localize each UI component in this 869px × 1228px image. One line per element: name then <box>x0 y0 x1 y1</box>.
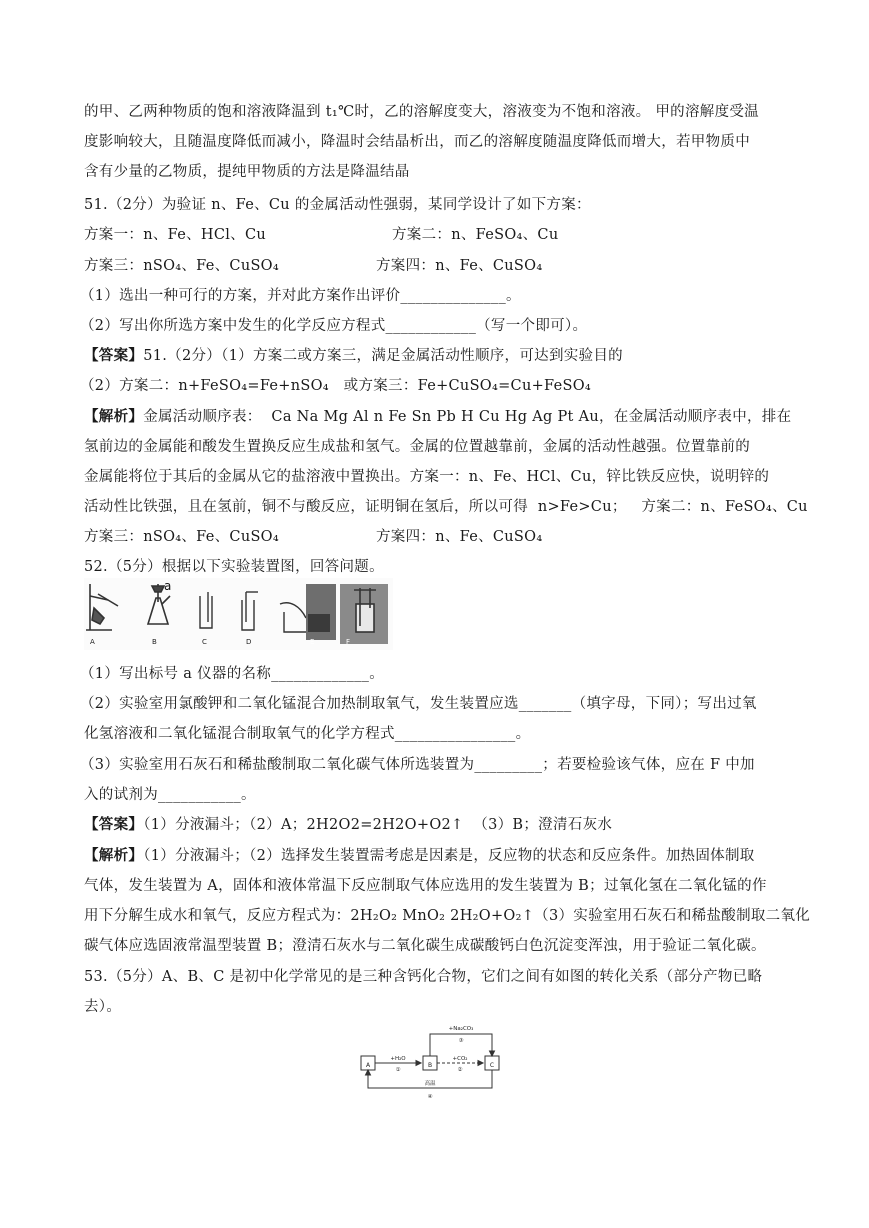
text-line: 度影响较大，且随温度降低而减小，降温时会结晶析出，而乙的溶解度随温度降低而增大，若甲物质中 <box>84 134 750 150</box>
plan-1: 方案一：n、Fe、HCl、Cu <box>84 227 266 243</box>
explanation-text: （1）分液漏斗；（2）选择发生装置需考虑是因素是，反应物的状态和反应条件。加热固体制取 <box>143 848 755 864</box>
text-line: 去）。 <box>84 999 122 1015</box>
text-line: 方案四：n、Fe、CuSO₄ <box>376 529 543 545</box>
apparatus-label: C <box>202 638 207 646</box>
text-line: 方案三：nSO₄、Fe、CuSO₄ <box>84 529 279 545</box>
node-c: C <box>489 1062 495 1069</box>
arrow1-num: ① <box>395 1067 401 1073</box>
arrow3-num: ③ <box>458 1038 464 1044</box>
text-line: 用下分解生成水和氧气，反应方程式为：2H₂O₂ MnO₂ 2H₂O+O₂↑（3）实验室用石灰石和稀盐酸制取二氧化 <box>84 908 811 924</box>
question-52: 52.（5分）根据以下实验装置图，回答问题。 <box>84 559 384 575</box>
answer-52 <box>84 815 612 835</box>
arrow1-label: +H₂O <box>390 1056 406 1062</box>
text-line: 碳气体应选固液常温型装置 B；澄清石灰水与二氧化碳生成碳酸钙白色沉淀变浑浊，用于验证二氧化碳。 <box>84 938 766 954</box>
arrow2-label: +CO₂ <box>452 1056 468 1062</box>
answer-tag: 【答案】 <box>84 347 144 364</box>
node-a: A <box>365 1062 371 1069</box>
explanation-52 <box>84 846 755 866</box>
node-b: B <box>427 1062 433 1069</box>
answer-51-line-2: （2）方案二：n+FeSO₄=Fe+nSO₄ 或方案三：Fe+CuSO₄=Cu+FeSO₄ <box>80 378 592 394</box>
answer-text: （1）分液漏斗；（2）A；2H2O2=2H2O+O2↑ （3）B；澄清石灰水 <box>143 817 613 833</box>
answer-51 <box>84 346 623 366</box>
text-line: 化氢溶液和二氧化锰混合制取氧气的化学方程式________________。 <box>84 726 531 742</box>
arrow4-label: 高温 <box>424 1081 436 1087</box>
text-line: 金属能将位于其后的金属从它的盐溶液中置换出。方案一：n、Fe、HCl、Cu，锌比铁反应快，说明锌的 <box>84 469 770 485</box>
arrow3-label: +Na₂CO₃ <box>448 1026 474 1032</box>
question-52-part-3: （3）实验室用石灰石和稀盐酸制取二氧化碳气体所选装置为_________；若要检验该气体，应在 F 中加 <box>80 757 755 773</box>
plan-4: 方案四：n、Fe、CuSO₄ <box>376 258 543 274</box>
explanation-tag: 【解析】 <box>84 408 144 425</box>
text-line: 气体，发生装置为 A，固体和液体常温下反应制取气体应选用的发生装置为 B；过氧化氢在二氧化锰的作 <box>84 878 767 894</box>
explanation-text: 金属活动顺序表： Ca Na Mg Al n Fe Sn Pb H Cu Hg Ag Pt Au，在金属活动顺序表中，排在 <box>143 409 792 425</box>
lab-apparatus-figure <box>84 578 393 650</box>
arrow4-num: ④ <box>427 1094 433 1100</box>
apparatus-label: D <box>246 638 252 646</box>
apparatus-label: F <box>346 638 351 646</box>
apparatus-label: B <box>152 638 157 646</box>
text-line: 含有少量的乙物质，提纯甲物质的方法是降温结晶 <box>84 164 410 180</box>
question-51: 51.（2分）为验证 n、Fe、Cu 的金属活动性强弱，某同学设计了如下方案： <box>84 197 591 213</box>
arrow2-num: ② <box>457 1067 463 1073</box>
plan-3: 方案三：nSO₄、Fe、CuSO₄ <box>84 258 279 274</box>
text-line: 入的试剂为___________。 <box>84 787 256 803</box>
answer-text: 51.（2分）（1）方案二或方案三，满足金属活动性顺序，可达到实验目的 <box>143 348 623 364</box>
text-line: 活动性比铁强，且在氢前，铜不与酸反应，证明铜在氢后，所以可得 n>Fe>Cu； 方案二：n、FeSO₄、Cu <box>84 499 808 515</box>
explanation-tag: 【解析】 <box>84 847 144 864</box>
apparatus-label: E <box>310 638 315 646</box>
answer-tag: 【答案】 <box>84 816 144 833</box>
apparatus-label: A <box>90 638 95 646</box>
question-53: 53.（5分）A、B、C 是初中化学常见的是三种含钙化合物，它们之间有如图的转化关系（部分产物已略 <box>84 969 763 985</box>
text-line: 氢前边的金属能和酸发生置换反应生成盐和氢气。金属的位置越靠前，金属的活动性越强。位置靠前的 <box>84 439 750 455</box>
question-52-part-2: （2）实验室用氯酸钾和二氧化锰混合加热制取氧气，发生装置应选_______（填字母，下同）；写出过氧 <box>80 696 757 712</box>
question-51-part-1: （1）选出一种可行的方案，并对此方案作出评价______________。 <box>80 288 521 304</box>
question-51-part-2: （2）写出你所选方案中发生的化学反应方程式____________（写一个即可）。 <box>80 318 588 334</box>
text-line: 的甲、乙两种物质的饱和溶液降温到 t₁℃时，乙的溶解度变大，溶液变为不饱和溶液。 甲的溶解度受温 <box>84 104 759 120</box>
conversion-diagram <box>357 1022 505 1106</box>
plan-2: 方案二：n、FeSO₄、Cu <box>392 227 559 243</box>
question-52-part-1: （1）写出标号 a 仪器的名称_____________。 <box>80 666 385 682</box>
apparatus-f <box>340 584 388 644</box>
explanation-51 <box>84 407 791 427</box>
apparatus-label-a: a <box>164 579 172 593</box>
